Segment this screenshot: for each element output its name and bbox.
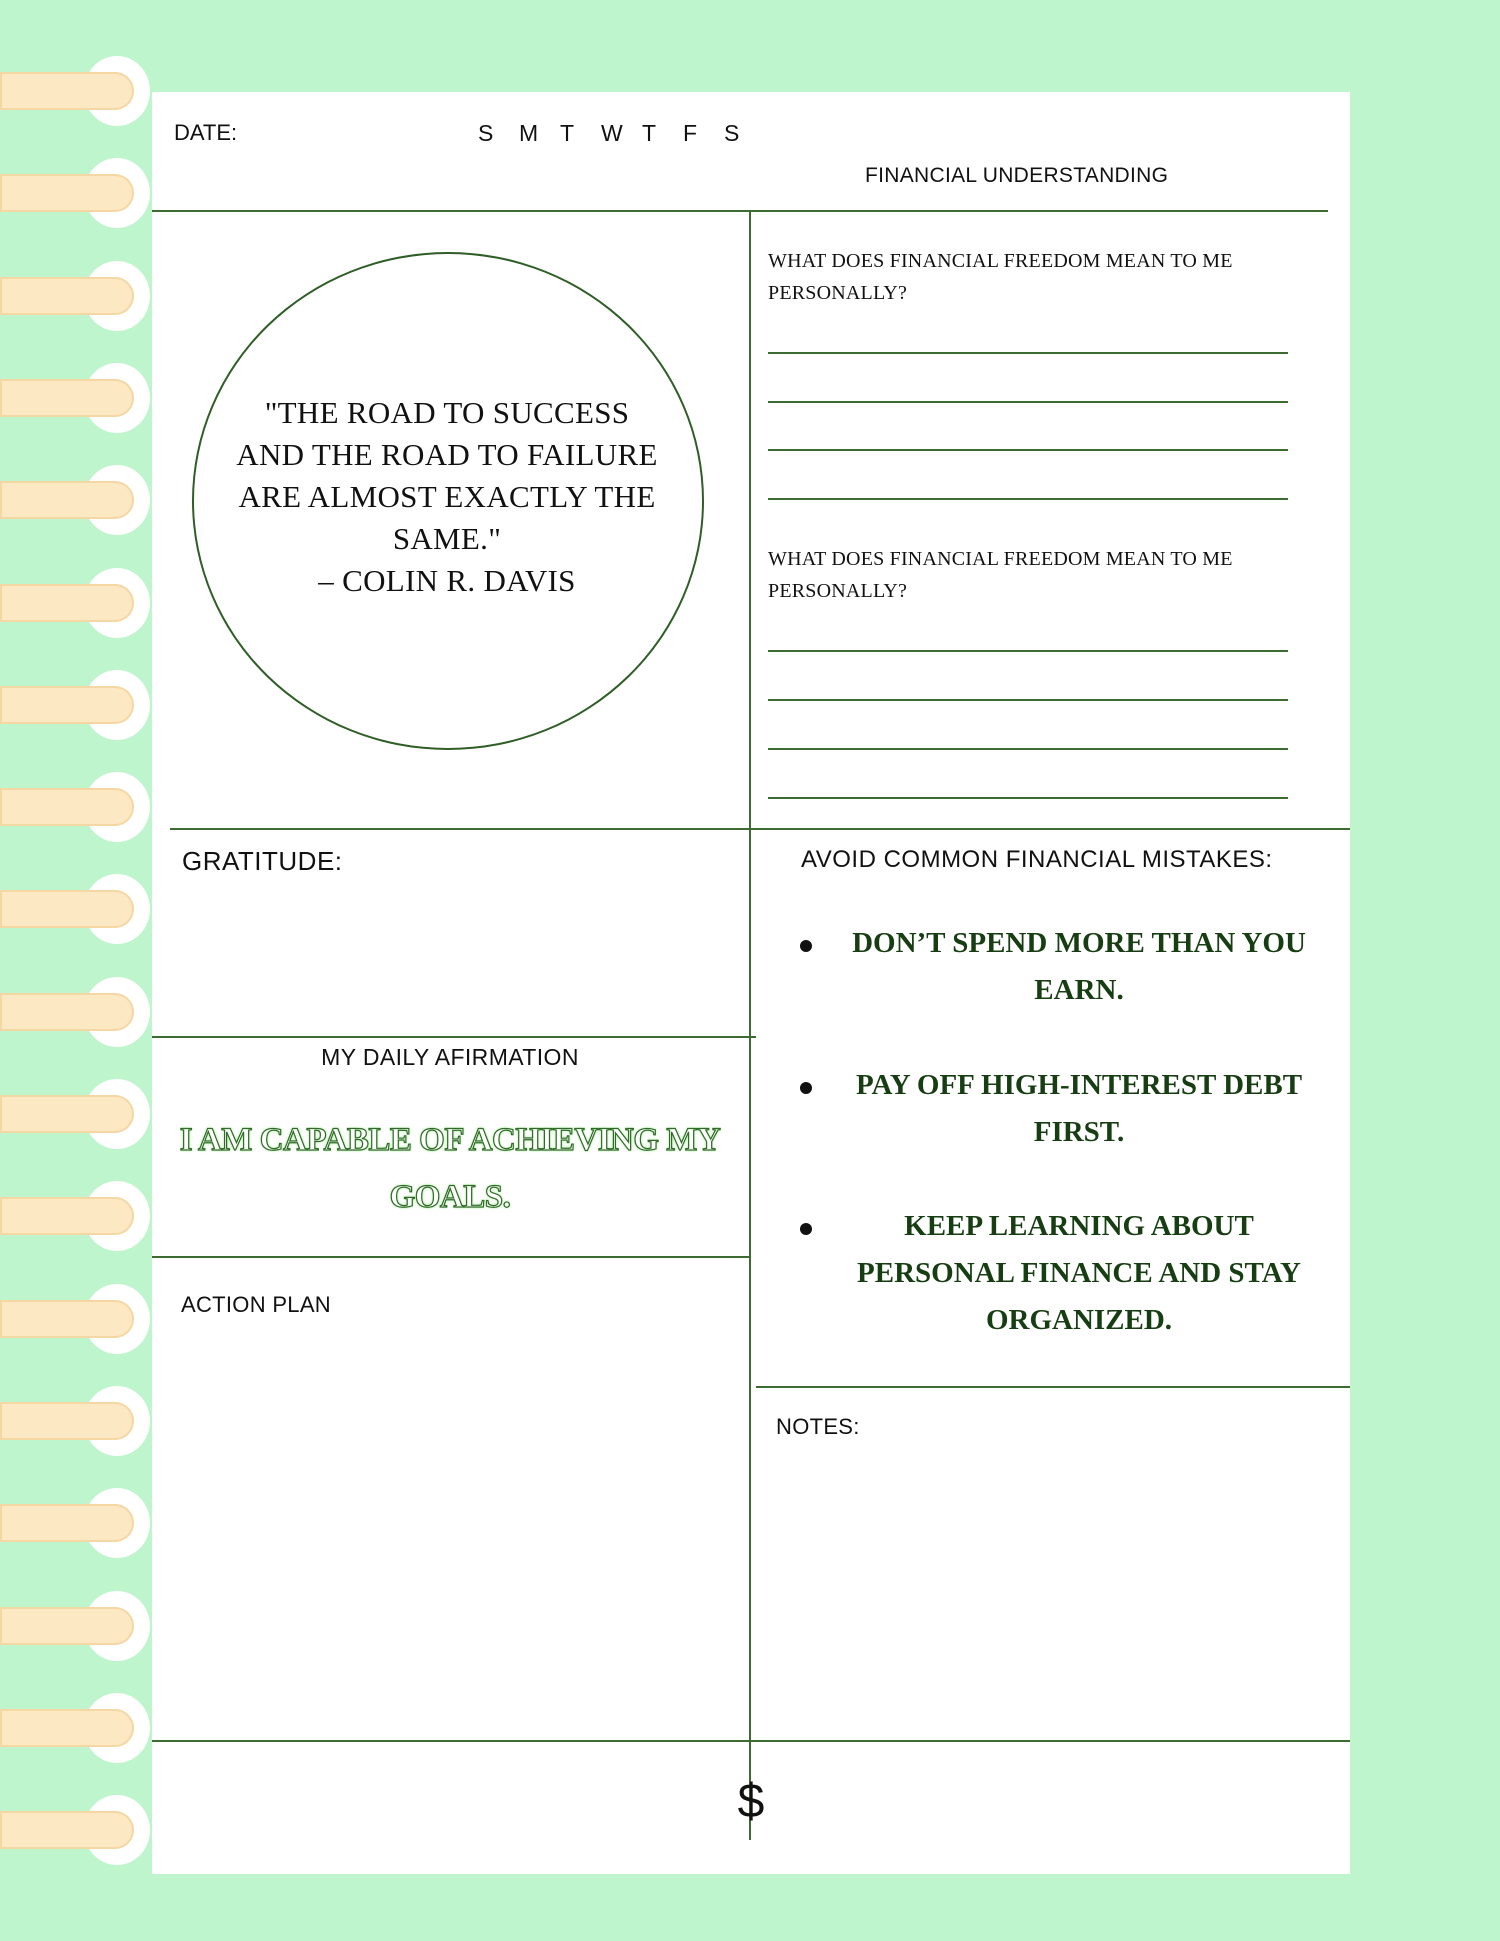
spiral-ring xyxy=(0,467,150,533)
quote-line: SAME." xyxy=(392,521,502,556)
answer-line[interactable] xyxy=(768,650,1288,652)
answer-line[interactable] xyxy=(768,401,1288,403)
answer-line[interactable] xyxy=(768,352,1288,354)
question-2 xyxy=(768,543,1233,607)
mistake-text xyxy=(844,920,1314,1014)
mistake-line: ORGANIZED. xyxy=(985,1304,1173,1336)
ring-tab xyxy=(0,1197,134,1235)
action-plan-label: ACTION PLAN xyxy=(181,1292,331,1317)
weekday-selector xyxy=(478,120,765,147)
ring-tab xyxy=(0,1300,134,1338)
question-1-line: PERSONALLY? xyxy=(768,282,908,304)
affirmation-text xyxy=(152,1112,748,1226)
answer-line[interactable] xyxy=(768,797,1288,799)
spiral-ring xyxy=(0,979,150,1045)
question-2-line: PERSONALLY? xyxy=(768,580,908,602)
question-1 xyxy=(768,245,1233,309)
ring-tab xyxy=(0,1607,134,1645)
ring-tab xyxy=(0,72,134,110)
ring-tab xyxy=(0,1709,134,1747)
ring-tab xyxy=(0,993,134,1031)
ring-tab xyxy=(0,890,134,928)
mistake-item xyxy=(800,1062,1320,1162)
answer-line[interactable] xyxy=(768,498,1288,500)
ring-tab xyxy=(0,277,134,315)
mistake-text xyxy=(844,1203,1314,1344)
mistake-text xyxy=(844,1062,1314,1156)
affirmation-label: MY DAILY AFIRMATION xyxy=(321,1044,579,1070)
spiral-ring xyxy=(0,1593,150,1659)
gratitude-top-divider xyxy=(170,828,1350,830)
notes-label: NOTES: xyxy=(776,1414,860,1439)
mistake-line: EARN. xyxy=(1034,974,1124,1006)
day-thursday[interactable]: T xyxy=(642,120,657,146)
mistake-line: PERSONAL FINANCE AND STAY xyxy=(857,1257,1301,1289)
question-1-line: WHAT DOES FINANCIAL FREEDOM MEAN TO ME xyxy=(768,250,1233,272)
header-divider xyxy=(152,210,1328,212)
ring-tab xyxy=(0,481,134,519)
mistakes-label: AVOID COMMON FINANCIAL MISTAKES: xyxy=(801,846,1273,873)
ring-tab xyxy=(0,1402,134,1440)
day-saturday[interactable]: S xyxy=(724,120,740,146)
spiral-ring xyxy=(0,1797,150,1863)
spiral-ring xyxy=(0,1183,150,1249)
spiral-ring xyxy=(0,1286,150,1352)
quote-text xyxy=(222,392,672,602)
spiral-ring xyxy=(0,774,150,840)
spiral-ring xyxy=(0,1081,150,1147)
bullet-icon xyxy=(800,1082,812,1094)
answer-line[interactable] xyxy=(768,449,1288,451)
affirmation-top-divider xyxy=(152,1036,756,1038)
footer-divider xyxy=(152,1740,1350,1742)
dollar-icon: $ xyxy=(737,1775,765,1828)
day-monday[interactable]: M xyxy=(519,120,539,146)
quote-line: "THE ROAD TO SUCCESS xyxy=(264,395,630,430)
day-wednesday[interactable]: W xyxy=(601,120,623,146)
spiral-ring xyxy=(0,876,150,942)
bullet-icon xyxy=(800,940,812,952)
gratitude-label: GRATITUDE: xyxy=(182,846,343,876)
spiral-binding xyxy=(0,0,160,1941)
affirmation-line: GOALS. xyxy=(389,1179,511,1215)
spiral-ring xyxy=(0,1695,150,1761)
quote-line: AND THE ROAD TO FAILURE xyxy=(236,437,658,472)
question-2-line: WHAT DOES FINANCIAL FREEDOM MEAN TO ME xyxy=(768,548,1233,570)
action-plan-top-divider xyxy=(152,1256,750,1258)
mistake-line: DON’T SPEND MORE THAN YOU xyxy=(852,927,1306,959)
bullet-icon xyxy=(800,1223,812,1235)
ring-tab xyxy=(0,686,134,724)
day-friday[interactable]: F xyxy=(683,120,698,146)
ring-tab xyxy=(0,1095,134,1133)
ring-tab xyxy=(0,788,134,826)
ring-tab xyxy=(0,379,134,417)
spiral-ring xyxy=(0,1490,150,1556)
mistake-line: KEEP LEARNING ABOUT xyxy=(904,1210,1254,1242)
mistake-line: PAY OFF HIGH-INTEREST DEBT xyxy=(855,1069,1303,1101)
spiral-ring xyxy=(0,160,150,226)
date-label: DATE: xyxy=(174,120,238,145)
spiral-ring xyxy=(0,570,150,636)
affirmation-line: I AM CAPABLE OF ACHIEVING MY xyxy=(179,1122,721,1158)
ring-tab xyxy=(0,584,134,622)
center-divider xyxy=(749,210,751,1840)
notes-top-divider xyxy=(756,1386,1350,1388)
mistake-line: FIRST. xyxy=(1033,1116,1125,1148)
quote-author: – COLIN R. DAVIS xyxy=(318,563,576,598)
mistake-item xyxy=(800,920,1320,1020)
spiral-ring xyxy=(0,365,150,431)
planner-page xyxy=(152,92,1350,1874)
mistake-item xyxy=(800,1203,1320,1353)
ring-tab xyxy=(0,174,134,212)
ring-tab xyxy=(0,1504,134,1542)
ring-tab xyxy=(0,1811,134,1849)
spiral-ring xyxy=(0,58,150,124)
spiral-ring xyxy=(0,263,150,329)
day-tuesday[interactable]: T xyxy=(560,120,575,146)
quote-line: ARE ALMOST EXACTLY THE xyxy=(238,479,656,514)
section-title: FINANCIAL UNDERSTANDING xyxy=(865,164,1169,187)
spiral-ring xyxy=(0,1388,150,1454)
spiral-ring xyxy=(0,672,150,738)
day-sunday[interactable]: S xyxy=(478,120,494,146)
answer-line[interactable] xyxy=(768,748,1288,750)
answer-line[interactable] xyxy=(768,699,1288,701)
